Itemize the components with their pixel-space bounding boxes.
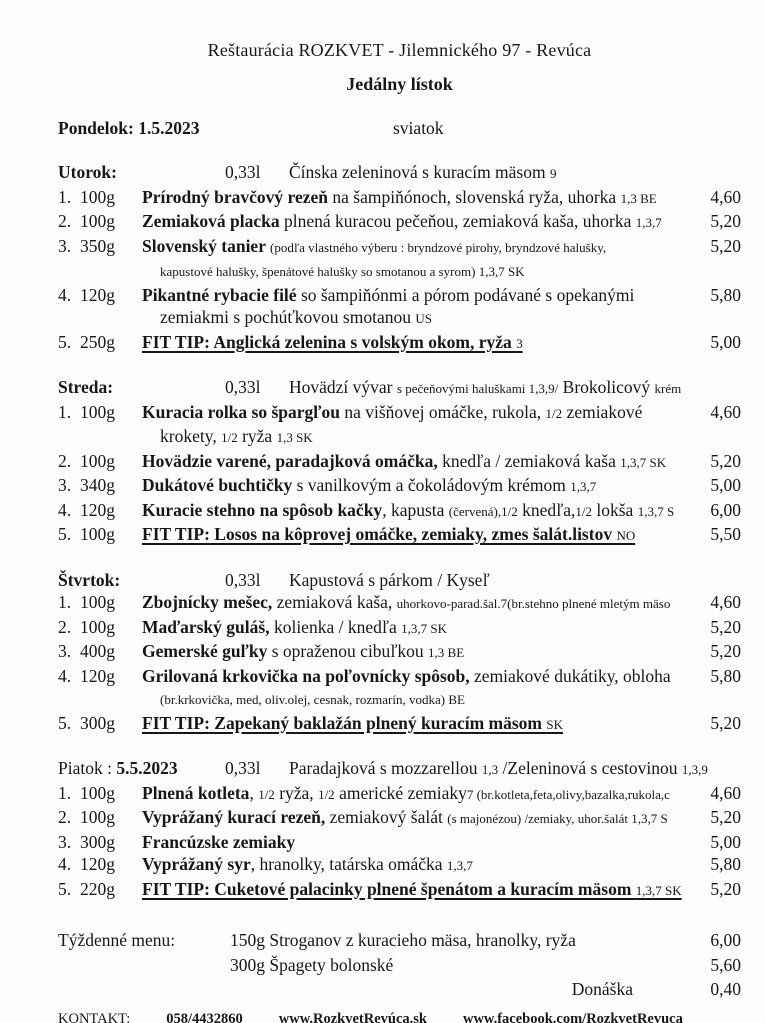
contact-label: KONTAKT: — [58, 1010, 131, 1023]
item-weight: 100g — [80, 782, 115, 803]
menu-item-row — [58, 782, 741, 807]
soup-volume: 0,33l — [225, 569, 261, 590]
text-segment: americké zemiaky — [334, 782, 467, 803]
item-number: 4. — [58, 284, 72, 305]
item-weight: 100g — [80, 524, 115, 544]
text-segment: ryža, — [274, 782, 319, 803]
contact-row — [58, 1011, 741, 1023]
soup-name — [289, 161, 741, 186]
text-segment: zemiakové — [562, 401, 643, 422]
text-segment: (br.krkovička, med, oliv.olej, cesnak, rozmarín, vodka) BE — [160, 692, 465, 707]
day-header — [58, 376, 741, 401]
text-segment: FIT TIP: Losos na kôprovej omáčke, zemiaky, zmes šalát.listov — [142, 524, 617, 544]
item-description — [142, 210, 695, 235]
item-weight: 100g — [80, 807, 115, 827]
item-weight: 120g — [80, 854, 115, 874]
item-price: 5,80 — [710, 854, 741, 874]
menu-item-row — [58, 186, 741, 211]
menu-item — [58, 474, 741, 499]
text-segment: 1,3,9 — [681, 762, 708, 777]
day-section — [58, 376, 741, 548]
text-segment: Francúzske zemiaky — [142, 831, 296, 852]
text-segment: zemiakový šalát — [325, 807, 448, 827]
text-segment: na višňovej omáčke, rukola, — [339, 401, 546, 422]
item-number: 2. — [58, 450, 72, 471]
weekly-label — [58, 953, 230, 978]
item-description — [142, 616, 695, 641]
item-number: 3. — [58, 235, 72, 256]
item-description — [142, 450, 695, 475]
menu-subtitle: Jedálny lístok — [346, 74, 453, 94]
text-segment: knedľa, — [517, 499, 576, 520]
item-description — [142, 284, 695, 307]
item-weight: 100g — [80, 616, 115, 637]
menu-item-row — [58, 401, 741, 426]
item-description — [142, 401, 695, 426]
text-segment: kapustové halušky, špenátové halušky so smotanou a syrom) 1,3,7 SK — [160, 264, 525, 279]
contact-facebook: www.facebook.com/RozkvetRevuca — [462, 1010, 683, 1023]
item-price: 5,20 — [710, 616, 741, 637]
item-number: 4. — [58, 665, 72, 686]
item-weight: 100g — [80, 401, 115, 422]
menu-item-row — [58, 665, 741, 688]
text-segment: 1,3,7 SK — [635, 882, 682, 898]
text-segment: 1,3,7 SK — [620, 454, 667, 470]
item-price: 5,00 — [710, 475, 741, 495]
text-segment: zemiakové dukátiky, obloha — [469, 665, 671, 686]
item-number: 2. — [58, 807, 72, 827]
menu-item-row — [58, 499, 741, 524]
item-description — [142, 640, 695, 665]
day-section — [58, 161, 741, 355]
menu-item-row — [58, 284, 741, 307]
item-description — [142, 591, 695, 616]
text-segment: 1/2 — [258, 786, 275, 802]
item-price: 5,00 — [710, 331, 741, 352]
text-segment: Zemiaková placka — [142, 211, 280, 231]
text-segment: Pikantné rybacie filé — [142, 284, 297, 305]
text-segment: zemiakmi s pochúťkovou smotanou — [160, 307, 416, 327]
menu-item — [58, 640, 741, 665]
soup-volume: 0,33l — [225, 162, 261, 182]
text-segment: 3 — [516, 335, 523, 351]
item-price: 5,20 — [710, 807, 741, 827]
menu-item — [58, 401, 741, 450]
menu-item-row — [58, 616, 741, 641]
text-segment: 1/2 — [545, 405, 563, 421]
item-number: 5. — [58, 878, 72, 899]
item-number: 3. — [58, 475, 72, 495]
text-segment: (červená),1/2 — [448, 503, 518, 519]
menu-item-row — [58, 331, 741, 356]
item-price: 6,00 — [710, 499, 741, 520]
soup-name — [289, 569, 741, 592]
item-description — [142, 806, 695, 831]
item-description-cont — [160, 425, 741, 450]
text-segment: SK — [546, 716, 563, 732]
weekly-row — [58, 928, 741, 953]
text-segment: 1/2 — [318, 786, 335, 802]
soup-name — [289, 376, 741, 401]
menu-item — [58, 853, 741, 878]
text-segment: FIT TIP: Cuketové palacinky plnené špenátom a kuracím mäsom — [142, 878, 636, 899]
item-weight: 340g — [80, 475, 115, 495]
menu-item-row — [58, 831, 741, 854]
text-segment: Zbojnícky mešec, — [142, 592, 273, 612]
item-price: 5,20 — [710, 211, 741, 231]
item-number: 1. — [58, 401, 72, 422]
menu-item-row — [58, 210, 741, 235]
item-number: 1. — [58, 592, 72, 612]
item-number: 1. — [58, 782, 72, 803]
text-segment: 1/2 — [575, 503, 592, 519]
item-number: 3. — [58, 831, 72, 852]
text-segment: US — [415, 311, 432, 326]
day-name — [58, 569, 225, 592]
menu-item — [58, 616, 741, 641]
text-segment: 1/2 — [221, 430, 238, 445]
day-name — [58, 161, 225, 186]
item-description — [142, 665, 695, 688]
menu-item-row — [58, 853, 741, 878]
text-segment: so šampiňónmi a pórom podávané s opekanými — [296, 284, 635, 305]
menu-item — [58, 523, 741, 548]
item-weight: 100g — [80, 592, 115, 612]
item-weight: 120g — [80, 499, 115, 520]
item-description-cont — [160, 687, 741, 712]
menu-item-row — [58, 450, 741, 475]
weekly-label: Týždenné menu: — [58, 930, 176, 950]
text-segment: Vyprážaný syr — [142, 854, 251, 874]
item-description-cont — [160, 259, 741, 284]
item-price: 5,20 — [710, 641, 741, 661]
text-segment: krokety, — [160, 426, 222, 446]
item-number: 1. — [58, 186, 72, 207]
item-weight: 300g — [80, 712, 115, 733]
text-segment: 1,3,7 — [635, 215, 662, 230]
item-description-cont — [160, 306, 741, 331]
text-segment: , kapusta — [382, 499, 449, 520]
item-number: 4. — [58, 499, 72, 520]
item-description — [142, 474, 695, 499]
delivery-row — [58, 977, 741, 1002]
item-weight: 300g — [80, 831, 115, 852]
day-items — [58, 591, 741, 736]
text-segment: krém — [654, 381, 682, 396]
weekly-item-price: 6,00 — [710, 930, 741, 950]
item-description — [142, 712, 695, 737]
item-price: 5,20 — [710, 235, 741, 256]
text-segment: (s majonézou) /zemiaky, uhor.šalát 1,3,7 S — [447, 811, 668, 826]
text-segment: Piatok : — [58, 758, 117, 778]
day-items — [58, 401, 741, 548]
menu-item-row — [58, 640, 741, 665]
item-description — [142, 499, 695, 524]
item-weight: 120g — [80, 284, 115, 305]
text-segment: (podľa vlastného výberu : bryndzové pirohy, bryndzové halušky, — [270, 239, 607, 255]
text-segment: 1,3 BE — [428, 645, 465, 660]
text-segment: kolienka / knedľa — [269, 616, 402, 637]
text-segment: Streda: — [58, 377, 114, 397]
menu-item — [58, 831, 741, 854]
item-price: 5,20 — [710, 878, 741, 899]
item-number: 4. — [58, 854, 72, 874]
delivery-price: 0,40 — [710, 979, 741, 999]
text-segment: uhorkovo-parad.šal.7(br.stehno plnené mletým mäso — [396, 596, 671, 611]
weekly-item-text: 150g Stroganov z kuracieho mäsa, hranolky, ryža — [230, 930, 576, 950]
item-number: 5. — [58, 331, 72, 352]
text-segment: 5.5.2023 — [116, 758, 178, 778]
text-segment: zemiaková kaša, — [272, 592, 397, 612]
monday-note: sviatok — [393, 118, 444, 138]
text-segment: 1,3 BE — [620, 190, 657, 206]
menu-item — [58, 186, 741, 211]
days-list — [58, 161, 741, 902]
menu-item-row — [58, 474, 741, 499]
text-segment: FIT TIP: Zapekaný baklažán plnený kuracím mäsom — [142, 712, 547, 733]
text-segment: Utorok: — [58, 162, 117, 182]
text-segment: s pečeňovými haluškami 1,3,9/ — [396, 381, 559, 396]
item-description — [142, 523, 695, 548]
text-segment: Slovenský tanier — [142, 235, 271, 256]
day-name — [58, 757, 225, 782]
menu-item — [58, 450, 741, 475]
menu-item — [58, 878, 741, 903]
item-price: 5,50 — [710, 524, 741, 544]
day-header — [58, 757, 741, 782]
item-price: 5,00 — [710, 831, 741, 852]
contact-phone: 058/4432860 — [166, 1010, 243, 1023]
text-segment: 1,3,7 S — [637, 503, 675, 519]
item-number: 5. — [58, 712, 72, 733]
text-segment: Gemerské guľky — [142, 641, 268, 661]
text-segment: 7 (br.kotleta,feta,olivy,bazalka,rukola,c — [466, 786, 670, 802]
item-weight: 250g — [80, 331, 115, 352]
soup-volume: 0,33l — [225, 758, 261, 778]
day-header — [58, 569, 741, 592]
contact-website: www.RozkvetRevúca.sk — [278, 1010, 427, 1023]
menu-item — [58, 235, 741, 284]
item-weight: 100g — [80, 186, 115, 207]
text-segment: Vyprážaný kurací rezeň, — [142, 807, 326, 827]
item-weight: 400g — [80, 641, 115, 661]
day-items — [58, 782, 741, 903]
monday-label: Pondelok: 1.5.2023 — [58, 118, 200, 138]
text-segment: , hranolky, tatárska omáčka — [250, 854, 447, 874]
item-price: 4,60 — [710, 592, 741, 612]
day-items — [58, 186, 741, 356]
menu-item-row — [58, 806, 741, 831]
text-segment: Paradajková s mozzarellou — [289, 758, 482, 778]
item-description — [142, 853, 695, 878]
monday-row — [58, 118, 741, 140]
item-weight: 100g — [80, 450, 115, 471]
item-number: 2. — [58, 211, 72, 231]
soup-volume: 0,33l — [225, 377, 261, 397]
item-weight: 120g — [80, 665, 115, 686]
text-segment: NO — [616, 528, 636, 543]
item-description — [142, 782, 695, 807]
weekly-row — [58, 953, 741, 978]
text-segment: Kuracie stehno na spôsob kačky — [142, 499, 383, 520]
menu-item-row — [58, 878, 741, 903]
text-segment: Grilovaná krkovička na poľovnícky spôsob, — [142, 665, 470, 686]
text-segment: knedľa / zemiaková kaša — [437, 450, 621, 471]
text-segment: 1,3 — [481, 762, 499, 777]
text-segment: Hovädzí vývar — [289, 377, 397, 397]
text-segment: Maďarský guláš, — [142, 616, 270, 637]
menu-item — [58, 210, 741, 235]
weekly-rows — [58, 928, 741, 977]
text-segment: /Zeleninová s cestovinou — [498, 758, 682, 778]
text-segment: Kapustová s párkom / Kyseľ — [289, 569, 490, 590]
text-segment: ryža — [237, 426, 277, 446]
text-segment: 1,3 SK — [276, 430, 313, 445]
menu-item — [58, 331, 741, 356]
item-description — [142, 878, 695, 903]
text-segment: s opraženou cibuľkou — [267, 641, 429, 661]
weekly-item-text: 300g Špagety bolonské — [230, 954, 394, 975]
item-description — [142, 186, 695, 211]
item-weight: 220g — [80, 878, 115, 899]
text-segment: lokša — [592, 499, 638, 520]
text-segment: Plnená kotleta — [142, 782, 250, 803]
restaurant-title: Reštaurácia ROZKVET - Jilemnického 97 - Revúca — [207, 40, 592, 60]
text-segment: na šampiňónoch, slovenská ryža, uhorka — [328, 186, 621, 207]
day-section — [58, 569, 741, 737]
text-segment: , — [249, 782, 259, 803]
weekly-menu — [58, 928, 741, 1002]
item-price: 5,20 — [710, 712, 741, 733]
item-description — [142, 831, 695, 854]
item-price: 5,80 — [710, 665, 741, 686]
item-description — [142, 235, 695, 260]
item-description — [142, 331, 695, 356]
text-segment: 1,3,7 SK — [401, 620, 447, 636]
text-segment: Štvrtok: — [58, 569, 121, 590]
menu-item-row — [58, 235, 741, 260]
text-segment: FIT TIP: Anglická zelenina s volským okom, ryža — [142, 331, 517, 352]
menu-item — [58, 782, 741, 807]
item-price: 5,20 — [710, 450, 741, 471]
text-segment: plnená kuracou pečeňou, zemiaková kaša, uhorka — [279, 211, 636, 231]
soup-name — [289, 757, 741, 782]
day-section — [58, 757, 741, 902]
menu-item — [58, 665, 741, 712]
item-price: 4,60 — [710, 782, 741, 803]
delivery-label: Donáška — [571, 979, 633, 999]
item-price: 4,60 — [710, 186, 741, 207]
item-price: 5,80 — [710, 284, 741, 305]
menu-item-row — [58, 591, 741, 616]
item-weight: 100g — [80, 211, 115, 231]
item-number: 5. — [58, 524, 72, 544]
menu-item — [58, 712, 741, 737]
weekly-item-price: 5,60 — [710, 954, 741, 975]
text-segment: Čínska zeleninová s kuracím mäsom — [289, 162, 550, 182]
menu-item — [58, 499, 741, 524]
text-segment: s vanilkovým a čokoládovým krémom — [292, 475, 571, 495]
menu-item — [58, 284, 741, 331]
text-segment: 1,3,7 — [446, 858, 473, 873]
item-number: 2. — [58, 616, 72, 637]
menu-item — [58, 806, 741, 831]
text-segment: Prírodný bravčový rezeň — [142, 186, 328, 207]
text-segment: 1,3,7 — [570, 479, 597, 494]
text-segment: Hovädzie varené, paradajková omáčka, — [142, 450, 438, 471]
menu-item-row — [58, 712, 741, 737]
menu-item — [58, 591, 741, 616]
text-segment: 9 — [549, 166, 557, 181]
day-header — [58, 161, 741, 186]
text-segment: Dukátové buchtičky — [142, 475, 293, 495]
text-segment: Brokolicový — [558, 377, 655, 397]
menu-item-row — [58, 523, 741, 548]
item-weight: 350g — [80, 235, 115, 256]
item-number: 3. — [58, 641, 72, 661]
text-segment: Kuracia rolka so špargľou — [142, 401, 340, 422]
day-name — [58, 376, 225, 401]
item-price: 4,60 — [710, 401, 741, 422]
